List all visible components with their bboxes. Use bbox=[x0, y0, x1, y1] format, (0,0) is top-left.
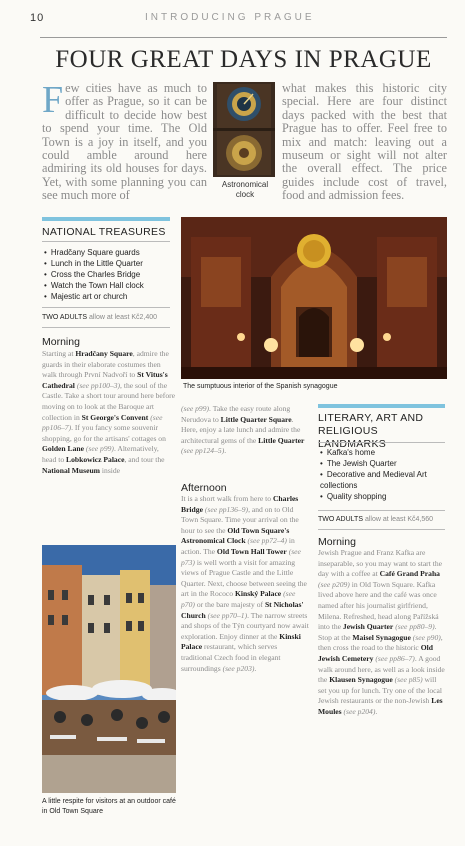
afternoon-text: It is a short walk from here to Charles Bridge (see pp136–9), and on to Old Town Square. Time your arrival on the hour to see the Old Town Square's Astronomical Clock (see pp72–4) in action. The Old Town Hall Tower (see p73) is well worth a visit for amazing views of Prague Castle and the Little Quarter. Next, choose between seeing the art in the Rococo Kinský Palace (see p70) or the bare majesty of St Nicholas' Church (see pp70–1). The narrow streets and shops of the Týn courtyard now await exploration. Enjoy dinner at the Kinski Palace restaurant, which serves traditional Czech food in elegant surroundings (see p203). bbox=[181, 494, 309, 673]
morning-heading: Morning bbox=[42, 336, 80, 348]
national-list bbox=[44, 247, 172, 302]
afternoon-heading: Afternoon bbox=[181, 482, 227, 494]
cafe-caption: A little respite for visitors at an outdoor café in Old Town Square bbox=[42, 798, 176, 815]
divider bbox=[318, 529, 445, 530]
list-item: • Quality shopping bbox=[320, 491, 445, 502]
list-item: • Hradčany Square guards bbox=[44, 247, 172, 258]
literary-list bbox=[320, 447, 445, 502]
morning2-heading: Morning bbox=[318, 536, 356, 548]
cost-value: allow at least Kč2,400 bbox=[88, 314, 158, 321]
synagogue-caption: The sumptuous interior of the Spanish synagogue bbox=[183, 383, 338, 390]
morning2-text: Jewish Prague and Franz Kafka are inseparable, so you may want to start the day with a coffee at Café Grand Praha (see p209) in Old Town Square. Kafka lived above here and the café was once named after his journalist girlfriend, Milena. Refreshed, head along Pařížská into the Jewish Quarter (see pp80–9). Stop at the Maisel Synagogue (see p90), then cross the road to the historic Old Jewish Cemetery (see pp86–7). A good walk around here, as well as a look inside the Klausen Synagogue (see p85) will set you up for lunch. Try one of the local Jewish restaurants or the non-Jewish Les Moules (see p204). bbox=[318, 548, 445, 716]
list-item: • The Jewish Quarter bbox=[320, 458, 445, 469]
list-item: • Decorative and Medieval Art collections bbox=[320, 469, 445, 491]
divider bbox=[42, 327, 170, 328]
list-item: • Cross the Charles Bridge bbox=[44, 269, 172, 280]
literary-heading: LITERARY, ART AND RELIGIOUS LANDMARKS bbox=[318, 412, 424, 450]
page-title: FOUR GREAT DAYS IN PRAGUE bbox=[55, 46, 432, 73]
national-heading: NATIONAL TREASURES bbox=[42, 226, 166, 238]
cafe-image bbox=[42, 545, 176, 793]
intro-left-column bbox=[42, 79, 207, 203]
list-item: • Kafka's home bbox=[320, 447, 445, 458]
accent-rule bbox=[42, 217, 170, 221]
synagogue-image bbox=[181, 217, 447, 379]
list-item: • Watch the Town Hall clock bbox=[44, 280, 172, 291]
cost-label: TWO ADULTS bbox=[42, 314, 87, 321]
cost-label: TWO ADULTS bbox=[318, 516, 363, 523]
literary-cost bbox=[318, 516, 433, 523]
page-number: 10 bbox=[30, 12, 45, 24]
divider bbox=[42, 307, 170, 308]
divider bbox=[318, 510, 445, 511]
morning-text: Starting at Hradčany Square, admire the guards in their elaborate costumes then walk through První Nadvoří to St Vitus's Cathedral (see pp100–3), the soul of the Castle. Take a short tour around here before moving on to look at the Baroque art collection in St George's Convent (see pp106–7). If you fancy some souvenir shopping, go for the artisans' cottages on Golden Lane (see p99). Alternatively, head to Lobkowicz Palace, and tour the National Museum inside bbox=[42, 349, 176, 475]
intro-right-column: what makes this historic city special. Here are four distinct days packed with the best that Prague has to offer. Feel free to mix and match: leaving out a museum or sight will not alter the overall effect. The price guides include cost of travel, food and admission fees. bbox=[282, 81, 447, 203]
divider bbox=[318, 442, 445, 443]
intro-left-text: ew cities have as much to offer as Prague, so it can be difficult to decide how best to spend your time. The Old Town is a joy in itself, and you could amble around here admiring its old houses for days. Yet, with some planning you can see much more of bbox=[42, 81, 207, 203]
cost-value: allow at least Kč4,560 bbox=[364, 516, 434, 523]
drop-cap: F bbox=[42, 79, 64, 121]
clock-caption: Astronomical clock bbox=[221, 180, 269, 199]
astronomical-clock-image bbox=[213, 82, 275, 177]
list-item: • Lunch in the Little Quarter bbox=[44, 258, 172, 269]
running-head: INTRODUCING PRAGUE bbox=[145, 12, 315, 23]
middle-text-top: (see p99). Take the easy route along Nerudova to Little Quarter Square. Here, enjoy a late lunch and admire the architectural gems of the Little Quarter (see pp124–5). bbox=[181, 404, 305, 456]
national-cost bbox=[42, 314, 157, 321]
divider bbox=[42, 241, 170, 242]
list-item: • Majestic art or church bbox=[44, 291, 172, 302]
accent-rule bbox=[318, 404, 445, 408]
